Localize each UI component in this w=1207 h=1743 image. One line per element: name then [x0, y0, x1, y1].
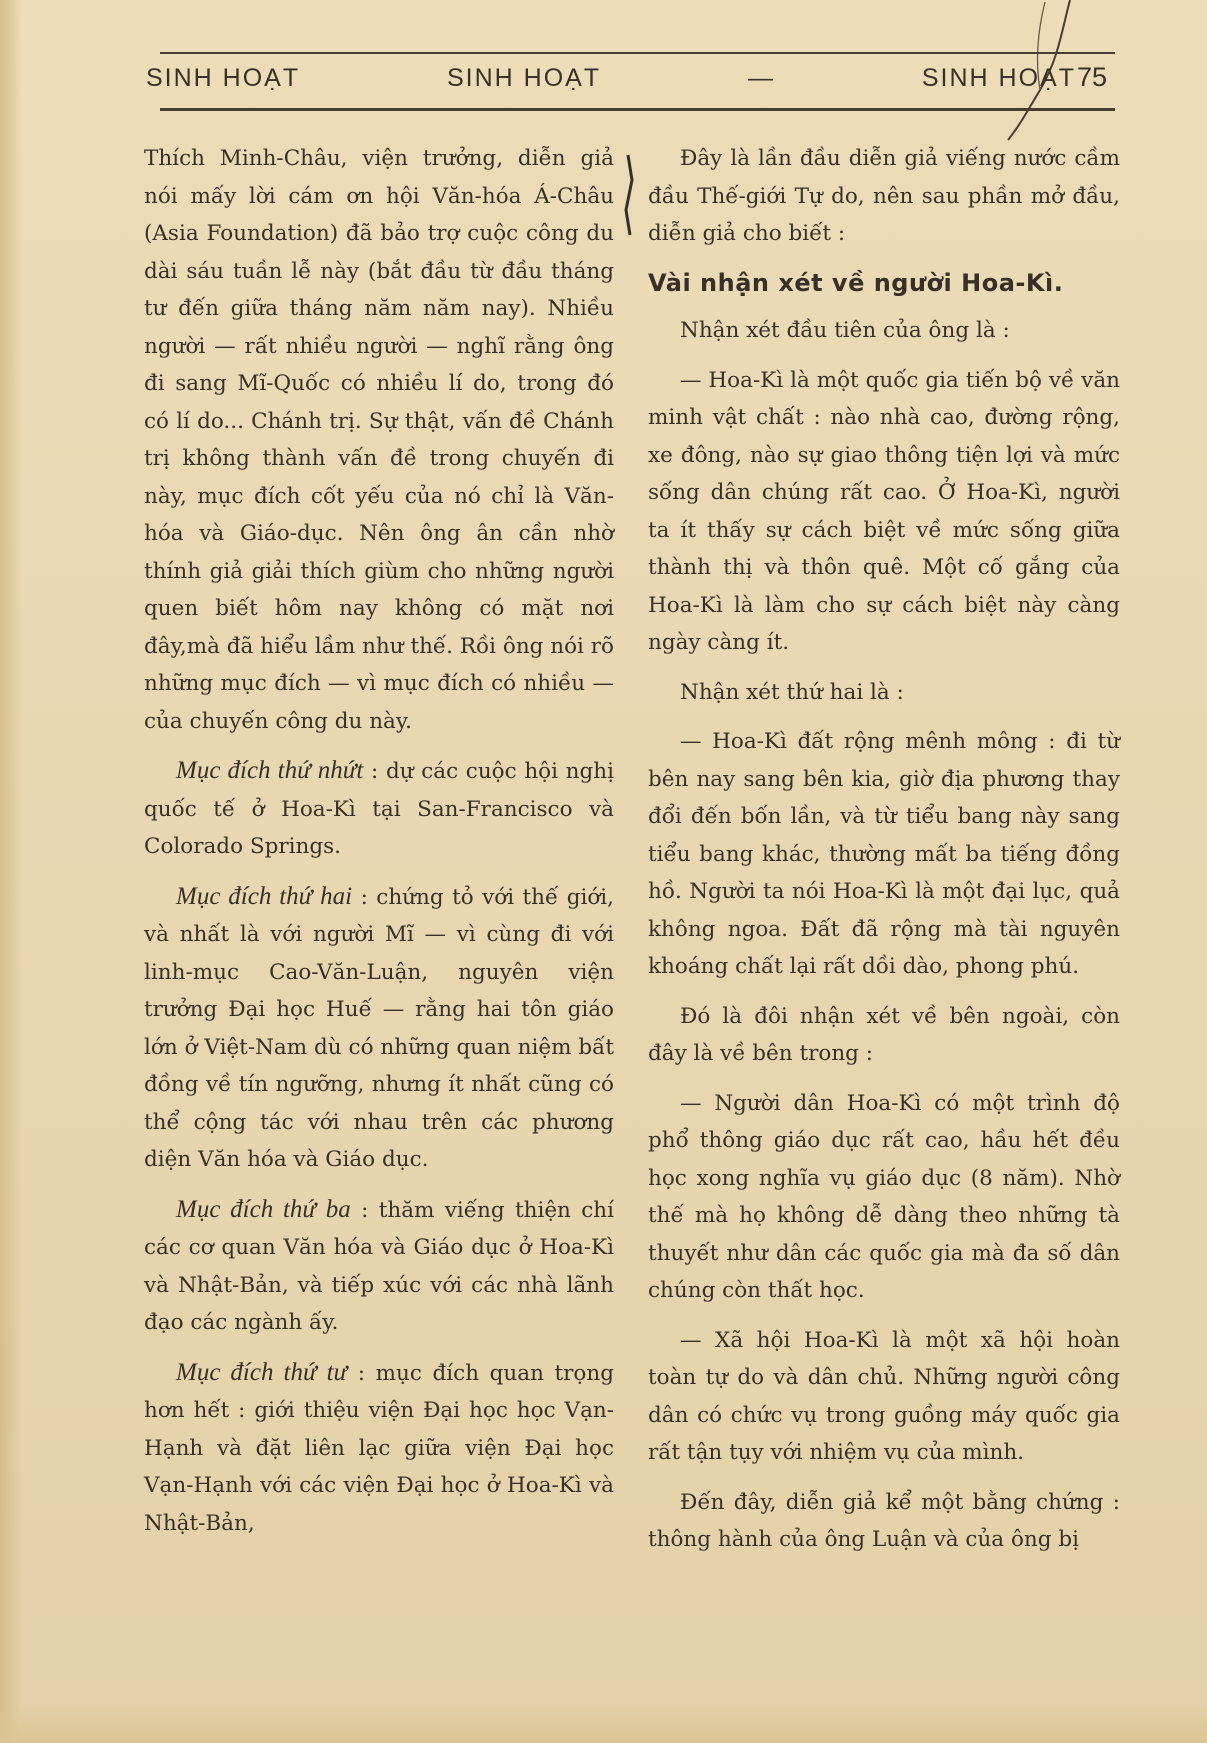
purpose-paragraph	[144, 1354, 614, 1543]
left-column	[144, 140, 614, 1554]
right-column	[648, 140, 1120, 1571]
purpose-heading: Mục đích thứ tư	[176, 1358, 348, 1386]
paragraph: Đó là đôi nhận xét về bên ngoài, còn đây là về bên trong :	[648, 1003, 1120, 1066]
page-edge-shadow	[0, 0, 22, 1743]
page-number: 75	[1076, 62, 1107, 92]
section-title: Vài nhận xét về người Hoa-Kì.	[648, 268, 1064, 297]
page-header	[146, 52, 1115, 112]
paragraph: Thích Minh-Châu, viện trưởng, diễn giả nói mấy lời cám ơn hội Văn-hóa Á-Châu (Asia Foundation) đã bảo trợ cuộc công du dài sáu tuần lễ này (bắt đầu từ đầu tháng tư đến giữa tháng năm năm nay). Nhiều người — rất nhiều người — nghĩ rằng ông đi sang Mĩ-Quốc có nhiều lí do, trong đó có lí do... Chánh trị. Sự thật, vấn đề Chánh trị không thành vấn đề trong chuyến đi này, mục đích cốt yếu của nó chỉ là Văn-hóa và Giáo-dục. Nên ông ân cần nhờ thính giả giải thích giùm cho những người quen biết hôm nay không có mặt nơi đây,mà đã hiểu lầm như thế. Rồi ông nói rõ những mục đích — vì mục đích có nhiều — của chuyến công du này.	[144, 146, 614, 734]
paragraph: Đây là lần đầu diễn giả viếng nước cầm đầu Thế-giới Tự do, nên sau phần mở đầu, diễn giả cho biết :	[648, 146, 1120, 246]
paragraph: — Hoa-Kì đất rộng mênh mông : đi từ bên nay sang bên kia, giờ địa phương thay đổi đến bốn lần, và từ tiểu bang này sang tiểu bang khác, thường mất ba tiếng đồng hồ. Người ta nói Hoa-Kì là một đại lục, quả không ngoa. Đất đã rộng mà tài nguyên khoáng chất lại rất dồi dào, phong phú.	[648, 729, 1120, 979]
purpose-body: : dự các cuộc hội nghị quốc tế ở Hoa-Kì tại San-Francisco và Colorado Springs.	[144, 759, 614, 859]
paragraph: — Xã hội Hoa-Kì là một xã hội hoàn toàn tự do và dân chủ. Những người công dân có chức vụ trong guồng máy quốc gia rất tận tụy với nhiệm vụ của mình.	[648, 1327, 1120, 1465]
header-bottom-rule	[160, 108, 1115, 111]
purpose-heading: Mục đích thứ nhứt	[176, 757, 364, 784]
running-title-part: —	[748, 64, 775, 92]
purpose-body: : chứng tỏ với thế giới, và nhất là với người Mĩ — vì cùng đi với linh-mục Cao-Văn-Luận, nguyên viện trưởng Đại học Huế — rằng hai tôn giáo lớn ở Việt-Nam dù có những quan niệm bất đồng về tín ngưỡng, nhưng ít nhất cũng có thể cộng tác với nhau trên các phương diện Văn hóa và Giáo dục.	[144, 884, 614, 1172]
purpose-paragraph	[144, 752, 614, 866]
running-title	[146, 64, 1076, 93]
paragraph: — Người dân Hoa-Kì có một trình độ phổ thông giáo dục rất cao, hầu hết đều học xong nghĩa vụ giáo dục (8 năm). Nhờ thế mà họ không dễ dàng theo những tà thuyết như dân các quốc gia mà đa số dân chúng còn thất học.	[648, 1090, 1120, 1303]
page-bottom-shadow	[0, 1703, 1207, 1743]
running-title-part: SINH HOẠT	[447, 64, 602, 92]
purpose-body: : mục đích quan trọng hơn hết : giới thiệu viện Đại học học Vạn-Hạnh và đặt liên lạc giữa viện Đại học Vạn-Hạnh với các viện Đại học ở Hoa-Kì và Nhật-Bản,	[144, 1360, 614, 1536]
paragraph: — Hoa-Kì là một quốc gia tiến bộ về văn minh vật chất : nào nhà cao, đường rộng, xe đông, nào sự giao thông tiện lợi và mức sống dân chúng rất cao. Ở Hoa-Kì, người ta ít thấy sự cách biệt về mức sống giữa thành thị và thôn quê. Một cố gắng của Hoa-Kì là làm cho sự cách biệt này càng ngày càng ít.	[648, 367, 1120, 655]
purpose-paragraph	[144, 1191, 614, 1342]
running-title-part: SINH HOẠT	[921, 64, 1076, 92]
purpose-heading: Mục đích thứ ba	[176, 1195, 351, 1223]
purpose-heading: Mục đích thứ hai	[176, 882, 353, 910]
paragraph: Nhận xét đầu tiên của ông là :	[680, 318, 1010, 343]
header-top-rule	[160, 52, 1115, 54]
purpose-body: : thăm viếng thiện chí các cơ quan Văn hóa và Giáo dục ở Hoa-Kì và Nhật-Bản, và tiếp xúc với các nhà lãnh đạo các ngành ấy.	[144, 1197, 614, 1335]
paragraph: Đến đây, diễn giả kể một bằng chứng : thông hành của ông Luận và của ông bị	[648, 1489, 1120, 1552]
binding-ink-mark	[620, 150, 642, 240]
running-title-part: SINH HOẠT	[146, 64, 301, 92]
purpose-paragraph	[144, 878, 614, 1179]
paragraph: Nhận xét thứ hai là :	[680, 679, 904, 705]
